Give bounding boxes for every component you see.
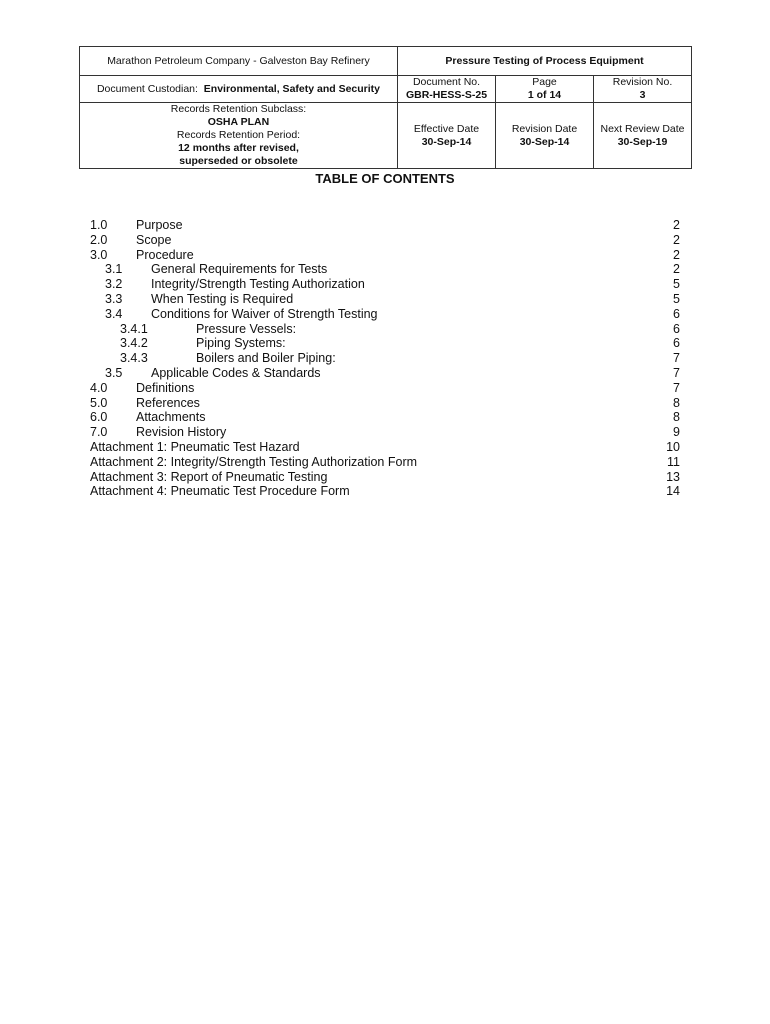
toc-entry-page: 11 <box>667 454 680 469</box>
toc-entry-page: 10 <box>666 439 680 454</box>
toc-entry-number: 1.0 <box>90 218 108 232</box>
toc-entry-page: 7 <box>673 380 680 395</box>
toc-entry-text: Definitions <box>136 380 195 395</box>
toc-entry-page: 6 <box>673 336 680 351</box>
toc-entry[interactable] <box>90 277 680 292</box>
toc-entry-page: 2 <box>673 247 680 262</box>
toc-entry[interactable] <box>90 218 680 233</box>
toc-entry-text: Applicable Codes & Standards <box>151 365 321 380</box>
toc-entry-number: 3.4.3 <box>120 351 148 366</box>
toc-entry-number: 7.0 <box>90 425 108 440</box>
toc-entry-text: Attachment 2: Integrity/Strength Testing Authorization Form <box>90 454 418 469</box>
toc-entry[interactable] <box>90 410 680 425</box>
document-custodian: Document Custodian: Environmental, Safety and Security <box>80 76 398 103</box>
toc-entry-text: Revision History <box>136 425 227 440</box>
document-header-table <box>79 46 692 169</box>
toc-entry-page: 6 <box>673 306 680 321</box>
toc-entry-text: References <box>136 395 200 410</box>
toc-entry-page: 7 <box>673 351 680 366</box>
toc-entry-text: Conditions for Waiver of Strength Testing <box>151 306 378 321</box>
toc-entry-number: 2.0 <box>90 232 108 247</box>
toc-entry-page: 7 <box>673 365 680 380</box>
toc-entry[interactable] <box>90 455 680 470</box>
document-title: Pressure Testing of Process Equipment <box>398 47 692 76</box>
toc-entry-text: Attachment 1: Pneumatic Test Hazard <box>90 439 300 454</box>
toc-entry-text: Pressure Vessels: <box>196 321 297 336</box>
toc-entry-page: 13 <box>666 469 680 484</box>
page-count: Page 1 of 14 <box>496 76 594 103</box>
revision-number: Revision No. 3 <box>594 76 692 103</box>
toc-entry[interactable] <box>90 292 680 307</box>
toc-entry-number: 3.5 <box>105 365 123 380</box>
toc-entry-number: 3.4.1 <box>120 321 148 336</box>
toc-entry-text: Boilers and Boiler Piping: <box>196 351 336 366</box>
toc-entry-number: 6.0 <box>90 410 108 425</box>
table-of-contents <box>90 218 680 499</box>
document-number: Document No. GBR-HESS-S-25 <box>398 76 496 103</box>
toc-entry[interactable] <box>90 262 680 277</box>
toc-entry-text: Attachment 4: Pneumatic Test Procedure Form <box>90 484 350 499</box>
toc-entry-text: Scope <box>136 232 172 247</box>
toc-entry[interactable] <box>90 396 680 411</box>
toc-entry-page: 5 <box>673 277 680 292</box>
toc-entry-text: Purpose <box>136 218 183 232</box>
toc-entry-text: Integrity/Strength Testing Authorization <box>151 277 365 292</box>
toc-entry[interactable] <box>90 440 680 455</box>
toc-entry-page: 8 <box>673 410 680 425</box>
toc-entry-number: 3.4 <box>105 306 123 321</box>
toc-entry-number: 4.0 <box>90 380 108 395</box>
toc-entry[interactable] <box>90 381 680 396</box>
toc-entry-page: 2 <box>673 232 680 247</box>
toc-entry-number: 3.3 <box>105 291 123 306</box>
toc-entry-text: Attachment 3: Report of Pneumatic Testing <box>90 469 328 484</box>
toc-entry-page: 6 <box>673 321 680 336</box>
toc-entry-number: 3.0 <box>90 247 108 262</box>
toc-entry-text: Piping Systems: <box>196 336 286 351</box>
toc-entry[interactable] <box>90 366 680 381</box>
toc-entry-page: 2 <box>673 262 680 277</box>
toc-entry[interactable] <box>90 322 680 337</box>
records-retention: Records Retention Subclass: OSHA PLAN Records Retention Period: 12 months after revised, superseded or obsolete <box>80 103 398 169</box>
next-review-date: Next Review Date 30-Sep-19 <box>594 103 692 169</box>
toc-entry[interactable] <box>90 233 680 248</box>
toc-entry-number: 5.0 <box>90 395 108 410</box>
toc-entry-text: Attachments <box>136 410 206 425</box>
company-name: Marathon Petroleum Company - Galveston Bay Refinery <box>80 47 398 76</box>
toc-entry[interactable] <box>90 470 680 485</box>
toc-entry-number: 3.1 <box>105 262 123 277</box>
toc-entry-page: 5 <box>673 291 680 306</box>
toc-entry-text: General Requirements for Tests <box>151 262 328 277</box>
toc-entry[interactable] <box>90 248 680 263</box>
effective-date: Effective Date 30-Sep-14 <box>398 103 496 169</box>
toc-entry-text: When Testing is Required <box>151 291 294 306</box>
toc-entry-page: 2 <box>673 218 680 232</box>
toc-entry-page: 8 <box>673 395 680 410</box>
toc-entry[interactable] <box>90 351 680 366</box>
toc-entry-page: 14 <box>666 484 680 499</box>
toc-entry[interactable] <box>90 484 680 499</box>
revision-date: Revision Date 30-Sep-14 <box>496 103 594 169</box>
toc-entry-number: 3.2 <box>105 277 123 292</box>
toc-title: TABLE OF CONTENTS <box>315 171 455 186</box>
toc-entry-text: Procedure <box>136 247 194 262</box>
toc-entry-number: 3.4.2 <box>120 336 148 351</box>
toc-entry-page: 9 <box>673 425 680 440</box>
toc-entry[interactable] <box>90 307 680 322</box>
toc-entry[interactable] <box>90 425 680 440</box>
toc-entry[interactable] <box>90 336 680 351</box>
